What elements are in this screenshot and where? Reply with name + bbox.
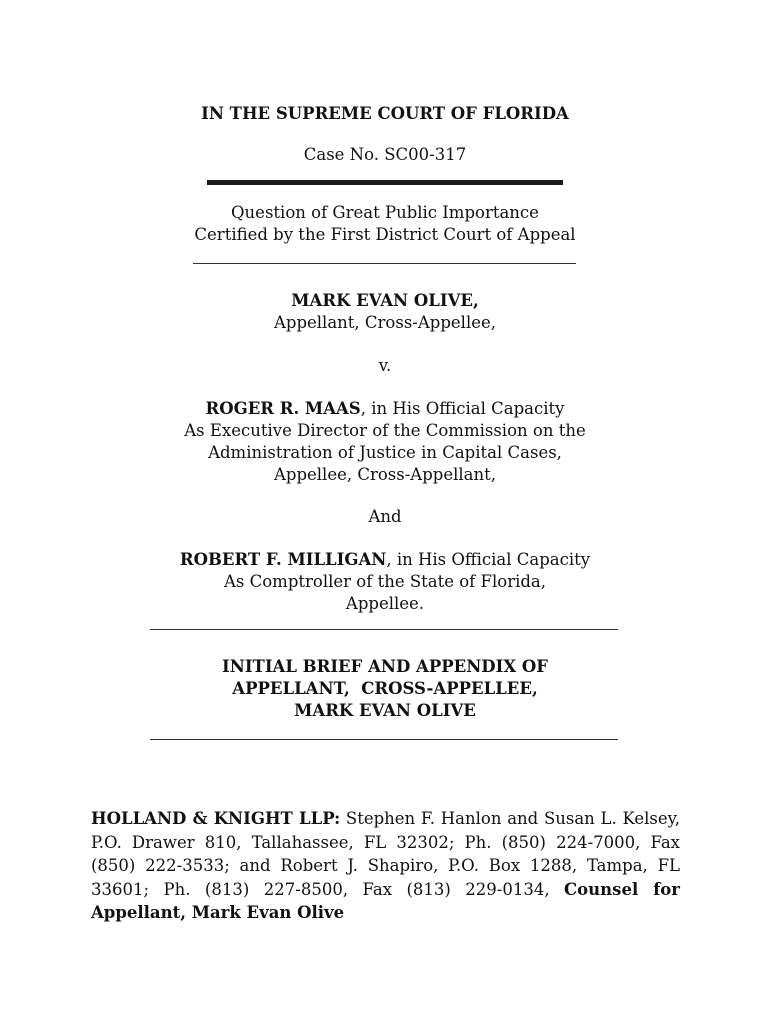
counsel-paragraph — [91, 807, 680, 925]
appellee-maas-line-1 — [0, 398, 770, 420]
question-line-1: Question of Great Public Importance — [231, 203, 539, 222]
appellee-maas-name: ROGER R. MAAS — [205, 399, 361, 418]
appellee-milligan-block — [0, 549, 770, 615]
appellant-name: MARK EVAN OLIVE, — [291, 291, 479, 310]
appellee-maas-role: Appellee, Cross-Appellant, — [273, 465, 497, 484]
appellee-maas-block — [0, 398, 770, 486]
appellee-maas-capacity: , in His Official Capacity — [360, 399, 565, 418]
appellee-milligan-line-1 — [0, 549, 770, 571]
counsel-role: Counsel for Appellant, Mark Evan Olive — [91, 879, 680, 922]
appellee-milligan-capacity: , in His Official Capacity — [386, 550, 591, 569]
counsel-firm: HOLLAND & KNIGHT LLP: — [91, 809, 341, 828]
court-heading: IN THE SUPREME COURT OF FLORIDA — [201, 104, 569, 123]
brief-title-line-2: APPELLANT, CROSS-APPELLEE, — [232, 679, 538, 698]
thick-divider — [207, 180, 563, 185]
divider-2 — [150, 629, 618, 630]
brief-title-line-1: INITIAL BRIEF AND APPENDIX OF — [222, 657, 548, 676]
versus: v. — [378, 356, 392, 375]
appellee-milligan-line-2: As Comptroller of the State of Florida, — [223, 572, 547, 591]
counsel-details: Stephen F. Hanlon and Susan L. Kelsey, P.O. Drawer 810, Tallahassee, FL 32302; Ph. (850) 224-7000, Fax (850) 222-3533; and Robert J. Shapiro, P.O. Box 1288, Tampa, FL 33601; Ph. (813) 227-8500, Fax (813) 229-0134, — [91, 809, 681, 899]
appellant-block — [0, 290, 770, 334]
appellee-maas-line-3: Administration of Justice in Capital Cases, — [208, 443, 562, 462]
case-number: Case No. SC00-317 — [303, 145, 467, 164]
brief-title-line-3: MARK EVAN OLIVE — [294, 701, 476, 720]
divider-1 — [193, 263, 576, 264]
conjunction: And — [368, 507, 402, 526]
divider-3 — [150, 739, 618, 740]
certified-question — [0, 202, 770, 246]
brief-title — [0, 656, 770, 722]
appellant-role: Appellant, Cross-Appellee, — [273, 313, 497, 332]
question-line-2: Certified by the First District Court of Appeal — [194, 225, 576, 244]
appellee-maas-line-2: As Executive Director of the Commission on the — [184, 421, 586, 440]
appellee-milligan-role: Appellee. — [345, 594, 425, 613]
appellee-milligan-name: ROBERT F. MILLIGAN — [179, 550, 387, 569]
